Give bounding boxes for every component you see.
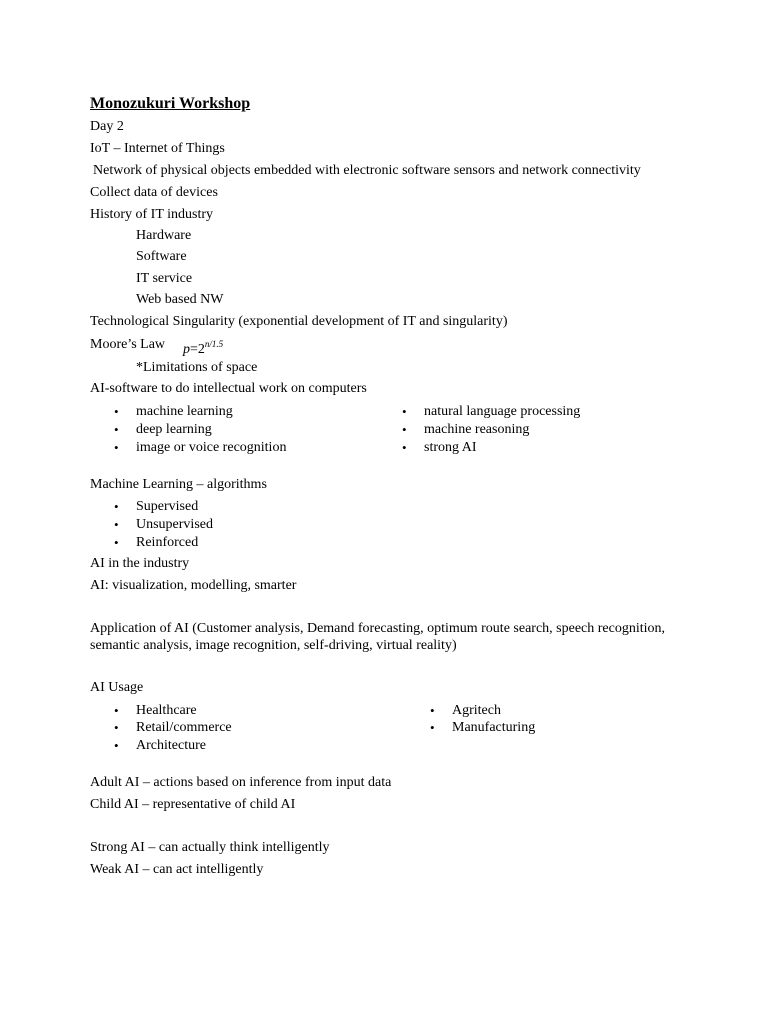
- list-item: [402, 403, 581, 421]
- formula-base: 2: [197, 342, 205, 357]
- adult-ai-line: Adult AI – actions based on inference from input data: [90, 775, 392, 790]
- list-item-text: natural language processing: [424, 404, 581, 419]
- list-item-text: Manufacturing: [452, 720, 536, 735]
- history-heading: History of IT industry: [90, 207, 214, 222]
- history-item: Hardware: [136, 228, 192, 243]
- bullet-icon: •: [114, 720, 119, 735]
- list-item: [114, 421, 212, 439]
- list-item-text: Architecture: [136, 738, 206, 753]
- list-item: [114, 534, 199, 552]
- bullet-icon: •: [430, 703, 435, 718]
- ai-software-heading: AI-software to do intellectual work on computers: [90, 381, 367, 396]
- list-item: [114, 498, 199, 516]
- bullet-icon: •: [114, 440, 119, 455]
- iot-heading: IoT – Internet of Things: [90, 141, 225, 156]
- list-item-text: Healthcare: [136, 703, 197, 718]
- list-item-text: Supervised: [136, 499, 199, 514]
- moores-law-formula: [183, 335, 223, 359]
- list-item-text: Agritech: [452, 703, 501, 718]
- list-item: [114, 737, 206, 755]
- bullet-icon: •: [114, 404, 119, 419]
- list-item-text: machine reasoning: [424, 422, 530, 437]
- list-item: [430, 702, 501, 720]
- formula-exponent: n/1.5: [204, 339, 224, 349]
- list-item-text: Unsupervised: [136, 517, 213, 532]
- history-item: IT service: [136, 271, 193, 286]
- bullet-icon: •: [114, 517, 119, 532]
- day-label: Day 2: [90, 119, 124, 134]
- application-paragraph: Application of AI (Customer analysis, Demand forecasting, optimum route search, speech recognition, semantic analysis, image recognition, self-driving, virtual reality): [90, 621, 666, 653]
- list-item: [114, 403, 233, 421]
- list-item: [114, 702, 197, 720]
- document-title: Monozukuri Workshop: [90, 95, 251, 112]
- list-item: [430, 719, 536, 737]
- list-item: [114, 719, 232, 737]
- limitations-note: *Limitations of space: [136, 360, 258, 375]
- ai-industry-line: AI in the industry: [90, 556, 190, 571]
- formula-equals: =: [190, 342, 198, 357]
- list-item-text: Reinforced: [136, 535, 199, 550]
- bullet-icon: •: [114, 535, 119, 550]
- singularity-line: Technological Singularity (exponential development of IT and singularity): [90, 314, 508, 329]
- moores-law-label: Moore’s Law: [90, 337, 166, 352]
- bullet-icon: •: [114, 703, 119, 718]
- strong-ai-line: Strong AI – can actually think intelligently: [90, 840, 330, 855]
- bullet-icon: •: [402, 404, 407, 419]
- list-item-text: deep learning: [136, 422, 212, 437]
- bullet-icon: •: [402, 422, 407, 437]
- list-item: [114, 439, 287, 457]
- bullet-icon: •: [114, 499, 119, 514]
- list-item-text: Retail/commerce: [136, 720, 232, 735]
- history-item: Software: [136, 249, 187, 264]
- list-item: [402, 439, 477, 457]
- ai-usage-heading: AI Usage: [90, 680, 144, 695]
- bullet-icon: •: [114, 422, 119, 437]
- bullet-icon: •: [114, 738, 119, 753]
- list-item-text: image or voice recognition: [136, 440, 287, 455]
- iot-definition: Network of physical objects embedded with electronic software sensors and network connectivity: [93, 163, 641, 178]
- list-item: [402, 421, 530, 439]
- weak-ai-line: Weak AI – can act intelligently: [90, 862, 264, 877]
- collect-data-line: Collect data of devices: [90, 185, 218, 200]
- ml-heading: Machine Learning – algorithms: [90, 477, 267, 492]
- ai-visualization-line: AI: visualization, modelling, smarter: [90, 578, 297, 593]
- history-item: Web based NW: [136, 292, 224, 307]
- child-ai-line: Child AI – representative of child AI: [90, 797, 296, 812]
- list-item-text: strong AI: [424, 440, 477, 455]
- bullet-icon: •: [402, 440, 407, 455]
- formula-lhs: p: [183, 342, 190, 357]
- list-item-text: machine learning: [136, 404, 233, 419]
- list-item: [114, 516, 213, 534]
- bullet-icon: •: [430, 720, 435, 735]
